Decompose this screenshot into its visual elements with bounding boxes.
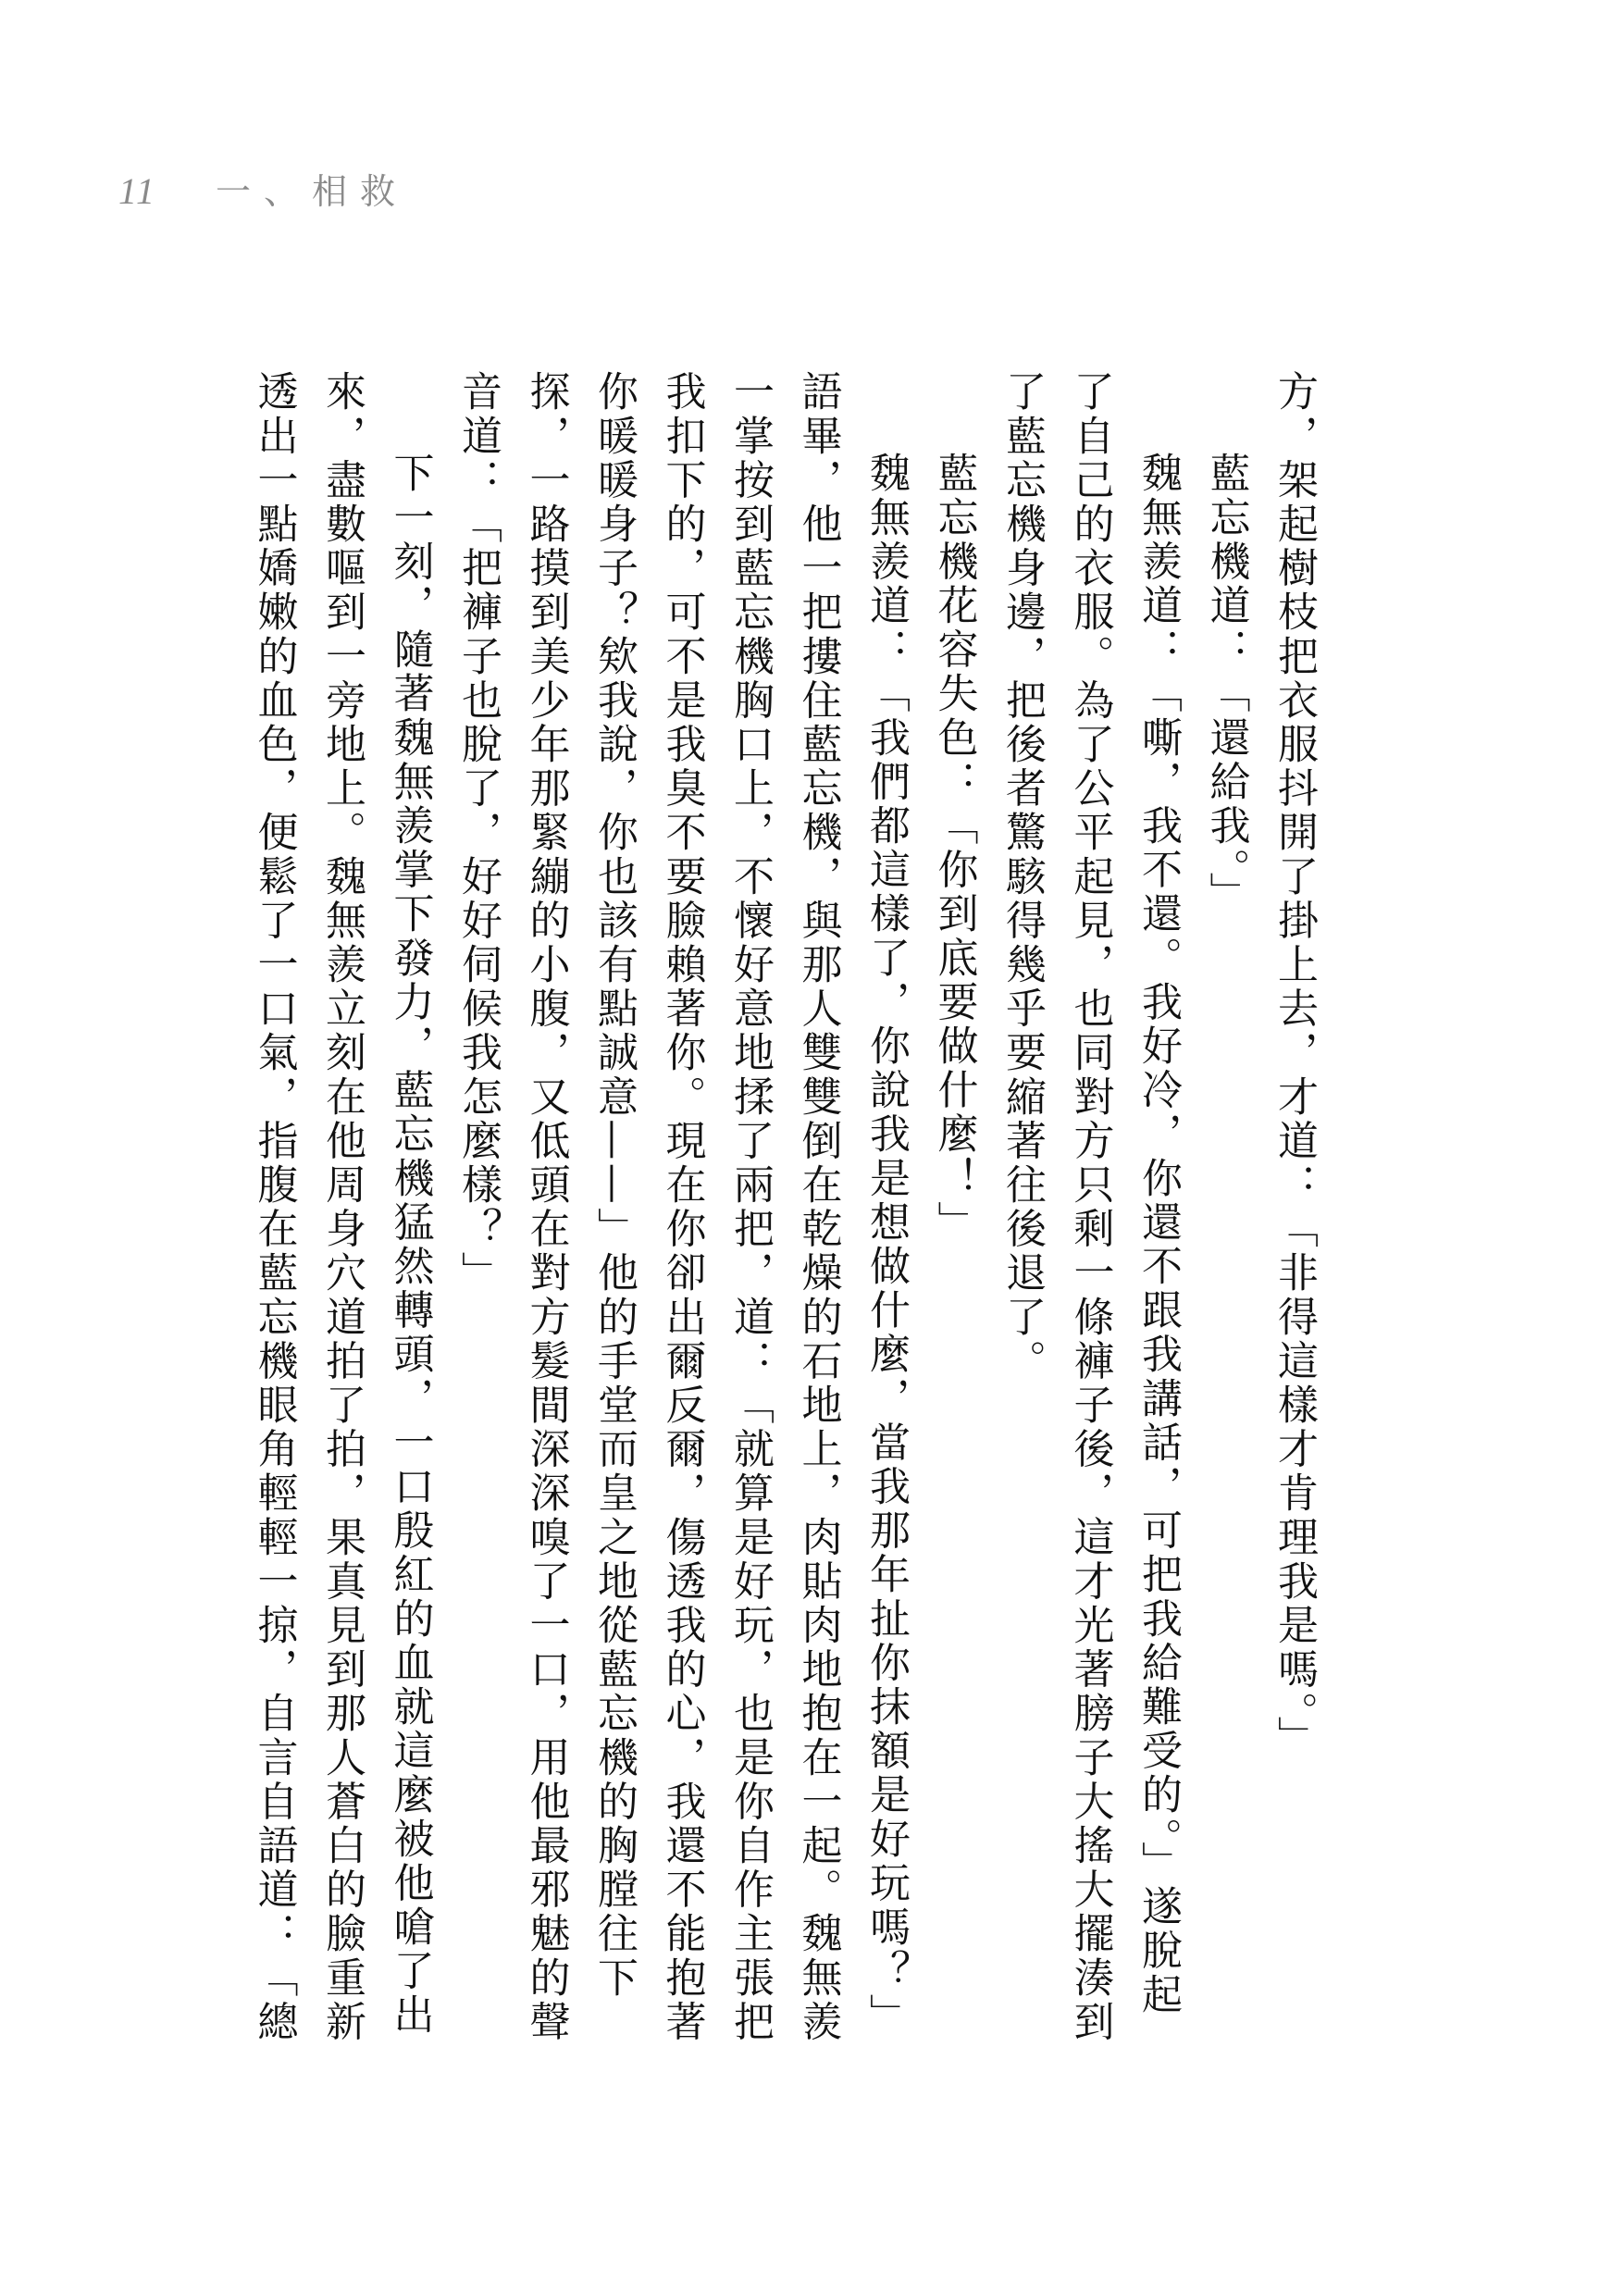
paragraph: 魏無羨道：「嘶，我不還。我好冷，你還不跟我講話，可把我給難受的。」遂脫起了自己的衣服。為了公平起見，也同對方只剩一條褲子後，這才光著膀子大搖大擺湊到了藍忘機身邊，把後者驚駭得幾乎要縮著往後退了。 [998,370,1182,2044]
page-number: 11 [118,170,157,212]
paragraph: 藍忘機花容失色：「你到底要做什麼！」 [930,452,978,1245]
body-text [240,370,1328,2054]
paragraph: 藍忘機道：「還給我。」 [1202,452,1250,916]
page-header [118,163,408,214]
paragraph: 魏無羨道：「我們都這樣了，你說我是想做什麼，當我那年扯你抹額是好玩嗎？」語畢，他一把摟住藍忘機，與那人雙雙倒在乾燥的石地上，肉貼肉地抱在一起。魏無羨一掌按到藍忘機胸口上，不懷好意地揉了兩把，道：「就算是好玩，也是你自作主張把我扣下的，可不是我臭不要臉賴著你。現在你卻出爾反爾，傷透我的心，我還不能抱著你暖暖身子？欸我說，你也該有點誠意——」他的手堂而皇之地從藍忘機的胸膛往下探，一路摸到美少年那緊繃的小腹，又低頭在對方髮間深深嗅了一口，用他最邪魅的聲音道：「把褲子也脫了，好好伺候我怎麼樣？」 [454,370,910,2044]
paragraph: 下一刻，隨著魏無羨掌下發力，藍忘機猛然轉頭，一口殷紅的血就這麼被他嗆了出來，盡數嘔到一旁地上。魏無羨立刻在他周身穴道拍了拍，果真見到那人蒼白的臉重新透出一點嬌嫩的血色，便鬆了一口氣，指腹在藍忘機眼角輕輕一掠，自言自語道：「總 [250,370,434,2044]
paragraph: 方，架起樹枝把衣服抖開了掛上去，才道：「非得這樣才肯理我是嗎。」 [1271,370,1318,1760]
chapter-title: 一、相救 [216,171,409,212]
